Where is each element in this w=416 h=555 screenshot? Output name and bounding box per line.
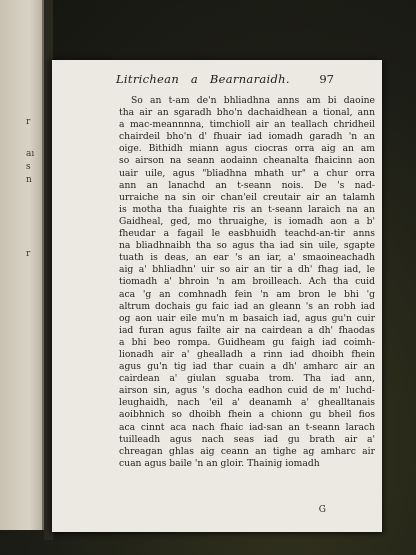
text-line: ann an lanachd an t-seann nois. De 's nad- [119,179,375,191]
text-line: cairdean a' giulan sguaba trom. Tha iad ann, [119,373,375,385]
text-line: aca cinnt aca nach fhaic iad-san an t-seann larach [119,421,375,433]
text-line: chreagan ghlas aig ceann an tighe ag amharc air [119,445,375,457]
text-line: leughaidh, nach 'eil a' deanamh a' ghealltanais [119,397,375,409]
page-number: 97 [319,72,334,86]
page-header [52,72,382,88]
text-line: uair uile, agus "bliadhna mhath ur" a chur orra [119,167,375,179]
text-line: urraiche na sin oir chan'eil creutair air an talamh [119,191,375,203]
text-line: oige. Bithidh miann agus ciocras orra aig an am [119,143,375,155]
text-line: So an t-am de'n bhliadhna anns am bi daoine [131,95,375,106]
text-line: so airson na seann aodainn cheanalta fhaicinn aon [119,155,375,167]
text-line: agus gu'n tig iad thar cuain a dh' amharc air an [119,361,375,373]
left-page-text-fragment: n [26,176,32,184]
book-page [52,60,382,532]
text-line: tuilleadh agus nach seas iad gu brath air a' [119,433,375,445]
signature-mark: G [318,505,326,515]
text-line: is motha tha fuaighte ris an t-seann laraich na an [119,203,375,215]
text-line: tuath is deas, an ear 's an iar, a' smaoineachadh [119,252,375,264]
text-line: tha air an sgaradh bho'n dachaidhean a tional, ann [119,107,375,119]
text-line: aoibhnich so dhoibh fhein a chionn gu bheil fios [119,409,375,421]
text-line: a mac-meannnna, timchioll air an teallach chridheil [119,119,375,131]
running-title: Litrichean a Bearnaraidh. [116,72,290,86]
text-line: altrum dochais gu faic iad an gleann 's an robh iad [119,300,375,312]
text-line: na bliadhnaibh tha so agus tha iad sin uile, sgapte [119,240,375,252]
text-line: lionadh air a' ghealladh a rinn iad dhoibh fhein [119,348,375,360]
text-line: og aon uair eile mu'n m basaich iad, agus gu'n cuir [119,312,375,324]
text-line: aca 'g an comhnadh fein 'n am bron le bhi 'g [119,288,375,300]
left-page-text-fragment: r [26,118,31,126]
body-text [119,95,375,470]
text-line: fheudar a fagail le easbhuidh teachd-an-tir anns [119,228,375,240]
text-line: tiomadh a' bhroin 'n am broilleach. Ach tha cuid [119,276,375,288]
text-line: a bhi beo rompa. Guidheam gu faigh iad coimh- [119,336,375,348]
left-page-text-fragment: ai [26,150,35,158]
left-page-text-fragment: r [26,250,31,258]
text-line: airson sin, agus 's docha eadhon cuid de m' luchd- [119,385,375,397]
left-page-edge [0,0,44,530]
text-line: chairdeil bho'n d' fhuair iad iomadh garadh 'n an [119,131,375,143]
text-line: aig a' bhliadhn' uir so air an tir a dh' fhag iad, le [119,264,375,276]
text-line: cuan agus baile 'n an gloir. Thainig iomadh [119,457,320,469]
text-line: Gaidheal, ged, mo thruaighe, is iomadh aon a b' [119,215,375,227]
text-line: iad furan agus failte air na cairdean a dh' fhaodas [119,324,375,336]
left-page-text-fragment: s [26,163,31,171]
